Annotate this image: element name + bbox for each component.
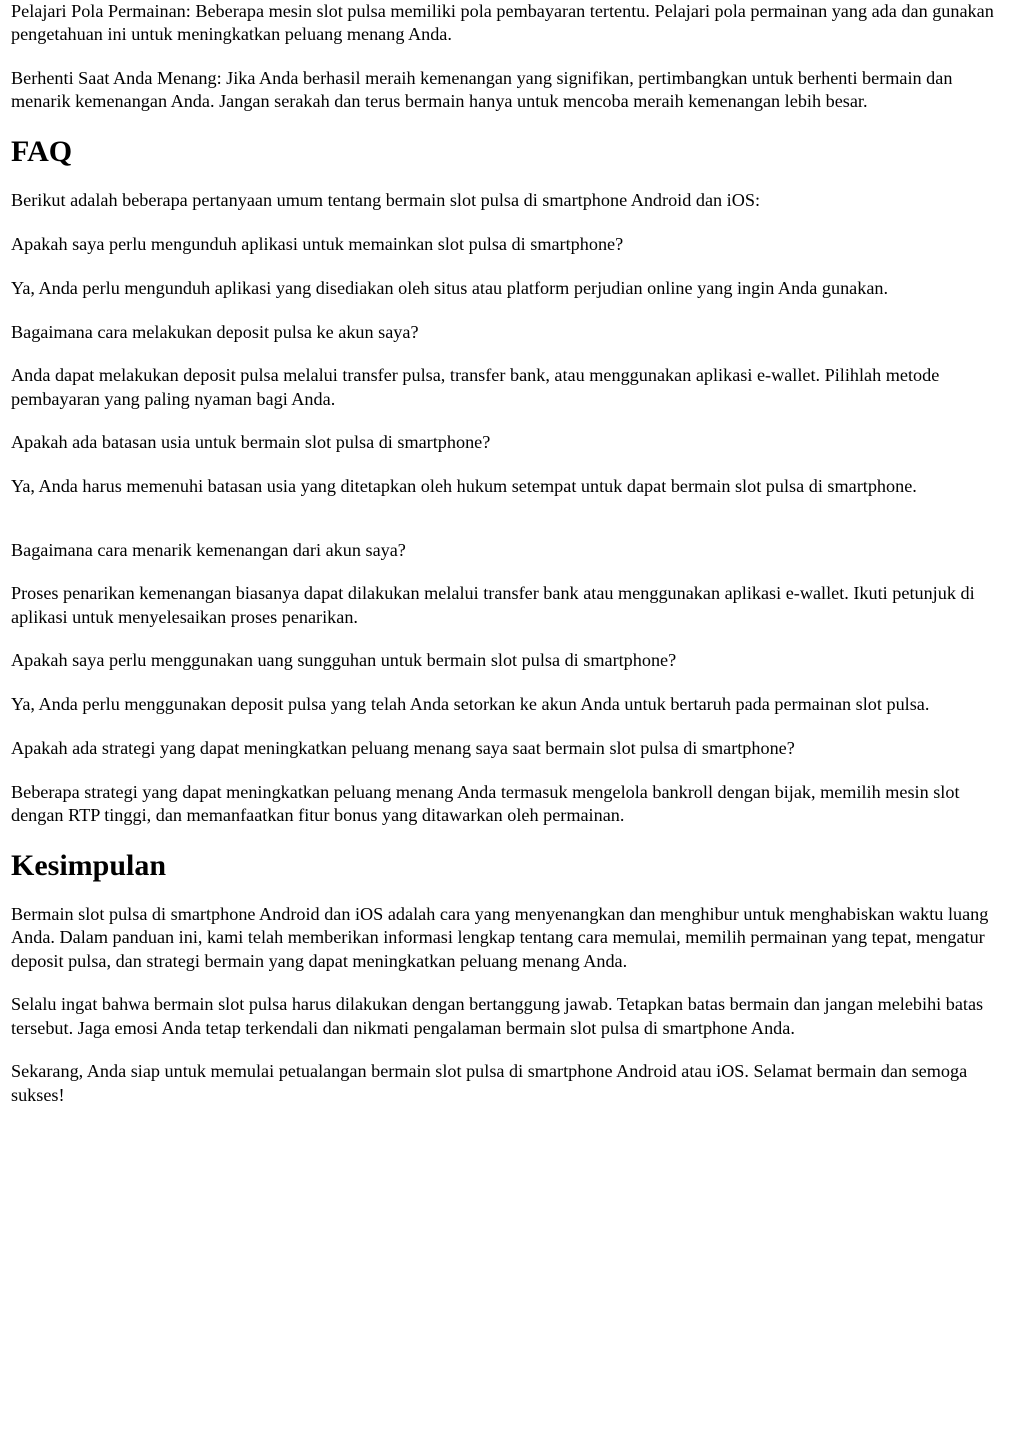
faq-answer: Anda dapat melakukan deposit pulsa melalui transfer pulsa, transfer bank, atau menggunakan aplikasi e-wallet. Pilihlah metode pembayaran yang paling nyaman bagi Anda. — [11, 365, 940, 409]
faq-intro: Berikut adalah beberapa pertanyaan umum tentang bermain slot pulsa di smartphone Android dan iOS: — [11, 190, 761, 211]
tip-paragraph-stop-when-winning: Berhenti Saat Anda Menang: Jika Anda berhasil meraih kemenangan yang signifikan, pertimbangkan untuk berhenti bermain dan menarik kemenangan Anda. Jangan serakah dan terus bermain hanya untuk mencoba meraih kemenangan lebih besar. — [11, 68, 953, 112]
faq-answer: Proses penarikan kemenangan biasanya dapat dilakukan melalui transfer bank atau menggunakan aplikasi e-wallet. Ikuti petunjuk di aplikasi untuk menyelesaikan proses penarikan. — [11, 583, 975, 627]
faq-question: Bagaimana cara menarik kemenangan dari akun saya? — [11, 539, 406, 560]
faq-question: Bagaimana cara melakukan deposit pulsa ke akun saya? — [11, 321, 419, 342]
conclusion-heading: Kesimpulan — [11, 848, 167, 882]
faq-question: Apakah saya perlu menggunakan uang sungguhan untuk bermain slot pulsa di smartphone? — [11, 650, 677, 671]
faq-heading: FAQ — [11, 135, 73, 169]
faq-question: Apakah ada batasan usia untuk bermain slot pulsa di smartphone? — [11, 432, 491, 453]
faq-answer: Beberapa strategi yang dapat meningkatkan peluang menang Anda termasuk mengelola bankroll dengan bijak, memilih mesin slot dengan RTP tinggi, dan memanfaatkan fitur bonus yang ditawarkan oleh permainan. — [11, 781, 960, 826]
tip-paragraph-game-pattern: Pelajari Pola Permainan: Beberapa mesin slot pulsa memiliki pola pembayaran tertentu. Pelajari pola permainan yang ada dan gunakan pengetahuan ini untuk meningkatkan peluang menang Anda. — [11, 1, 994, 45]
faq-answer: Ya, Anda perlu mengunduh aplikasi yang disediakan oleh situs atau platform perjudian online yang ingin Anda gunakan. — [11, 277, 889, 298]
faq-question: Apakah saya perlu mengunduh aplikasi untuk memainkan slot pulsa di smartphone? — [11, 233, 624, 254]
faq-answer: Ya, Anda perlu menggunakan deposit pulsa yang telah Anda setorkan ke akun Anda untuk bertaruh pada permainan slot pulsa. — [11, 694, 930, 715]
conclusion-paragraph: Selalu ingat bahwa bermain slot pulsa harus dilakukan dengan bertanggung jawab. Tetapkan batas bermain dan jangan melebihi batas tersebut. Jaga emosi Anda tetap terkendali dan nikmati pengalaman bermain slot pulsa di smartphone Anda. — [11, 994, 984, 1038]
conclusion-paragraph: Bermain slot pulsa di smartphone Android dan iOS adalah cara yang menyenangkan dan menghibur untuk menghabiskan waktu luang Anda. Dalam panduan ini, kami telah memberikan informasi lengkap tentang cara memulai, memilih permainan yang tepat, mengatur deposit pulsa, dan strategi bermain yang dapat meningkatkan peluang menang Anda. — [11, 903, 989, 971]
faq-question: Apakah ada strategi yang dapat meningkatkan peluang menang saya saat bermain slot pulsa di smartphone? — [11, 738, 795, 759]
faq-answer: Ya, Anda harus memenuhi batasan usia yang ditetapkan oleh hukum setempat untuk dapat bermain slot pulsa di smartphone. — [11, 476, 917, 497]
conclusion-paragraph: Sekarang, Anda siap untuk memulai petualangan bermain slot pulsa di smartphone Android atau iOS. Selamat bermain dan semoga sukses! — [11, 1061, 968, 1105]
